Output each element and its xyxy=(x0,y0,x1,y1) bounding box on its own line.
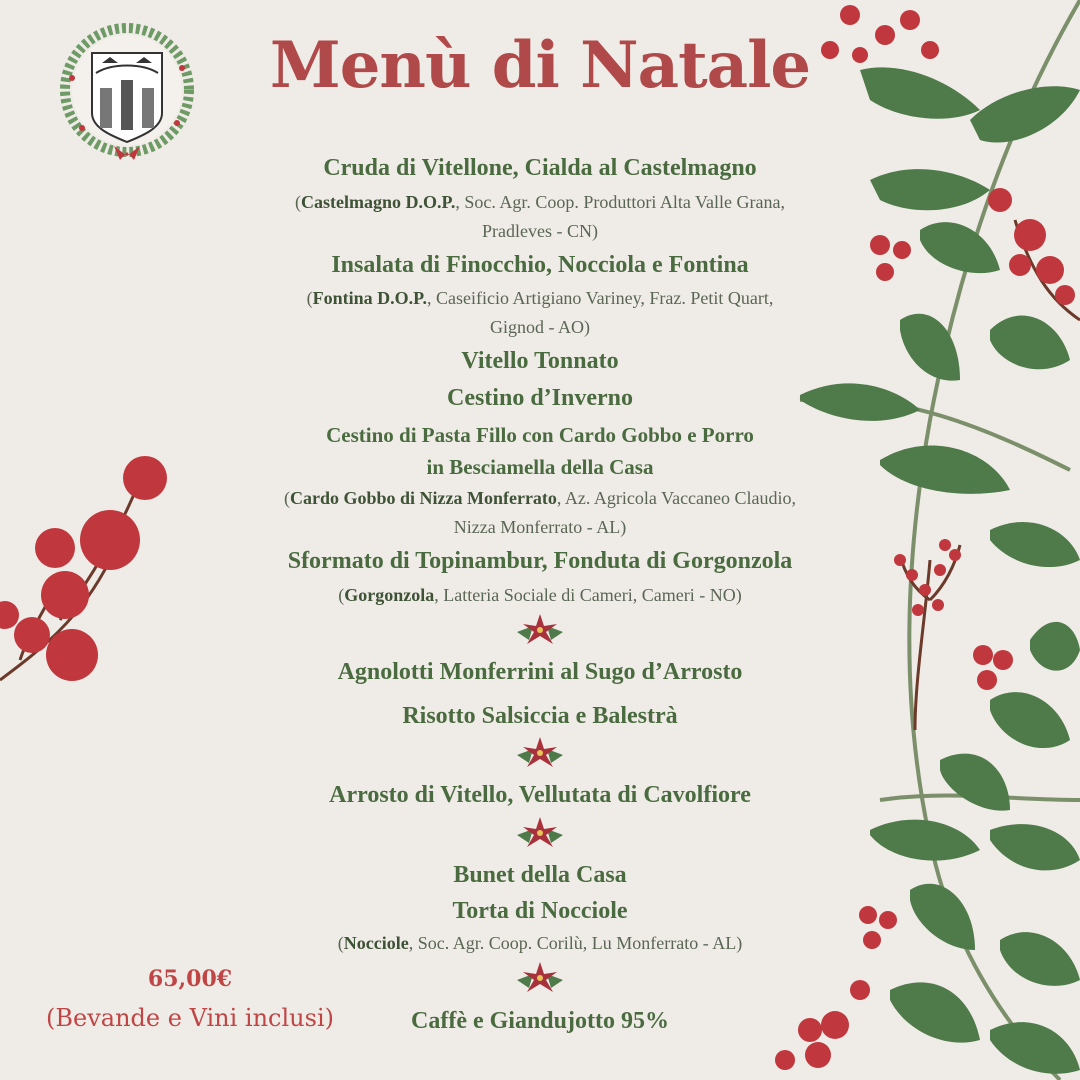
note-text: , Latteria Sociale di Cameri, Cameri - NO) xyxy=(434,585,742,605)
poinsettia-icon xyxy=(515,733,565,773)
note-bold: Gorgonzola xyxy=(344,585,435,605)
dish-agnolotti: Agnolotti Monferrini al Sugo d’Arrosto xyxy=(337,659,743,685)
note-cardo-2: Nizza Monferrato - AL) xyxy=(453,517,627,537)
dish-bunet: Bunet della Casa xyxy=(453,862,627,888)
dish-insalata: Insalata di Finocchio, Nocciola e Fontina xyxy=(331,252,749,278)
dish-cruda: Cruda di Vitellone, Cialda al Castelmagno xyxy=(323,155,757,181)
price-note: (Bevande e Vini inclusi) xyxy=(46,1004,334,1032)
note-fontina: (Fontina D.O.P., Caseificio Artigiano Variney, Fraz. Petit Quart, xyxy=(306,288,774,308)
price: 65,00€ xyxy=(147,966,233,992)
note-bold: Castelmagno D.O.P. xyxy=(301,192,456,212)
poinsettia-icon xyxy=(515,610,565,650)
note-bold: Fontina D.O.P. xyxy=(312,288,427,308)
note-bold: Cardo Gobbo di Nizza Monferrato xyxy=(289,488,557,508)
note-cardo: (Cardo Gobbo di Nizza Monferrato, Az. Agricola Vaccaneo Claudio, xyxy=(283,488,797,508)
dish-vitello-tonnato: Vitello Tonnato xyxy=(461,348,619,374)
poinsettia-icon xyxy=(515,813,565,853)
dish-torta: Torta di Nocciole xyxy=(452,898,628,924)
dish-sformato: Sformato di Topinambur, Fonduta di Gorgonzola xyxy=(287,548,793,574)
note-gorgonzola: (Gorgonzola, Latteria Sociale di Cameri, Cameri - NO) xyxy=(338,585,742,605)
dish-cestino-desc-2: in Besciamella della Casa xyxy=(426,455,654,479)
note-fontina-2: Gignod - AO) xyxy=(490,317,590,337)
note-castelmagno-2: Pradleves - CN) xyxy=(482,221,598,241)
note-text: , Soc. Agr. Coop. Corilù, Lu Monferrato - AL) xyxy=(408,933,743,953)
note-castelmagno: (Castelmagno D.O.P., Soc. Agr. Coop. Produttori Alta Valle Grana, xyxy=(295,192,785,212)
note-bold: Nocciole xyxy=(343,933,409,953)
note-nocciole: (Nocciole, Soc. Agr. Coop. Corilù, Lu Monferrato - AL) xyxy=(337,933,743,953)
note-text: , Soc. Agr. Coop. Produttori Alta Valle Grana, xyxy=(455,192,785,212)
note-text: , Az. Agricola Vaccaneo Claudio, xyxy=(556,488,797,508)
dish-cestino-desc-1: Cestino di Pasta Fillo con Cardo Gobbo e Porro xyxy=(326,423,754,447)
crest-wreath-logo xyxy=(52,18,202,168)
dish-arrosto: Arrosto di Vitello, Vellutata di Cavolfiore xyxy=(329,782,751,808)
note-text: , Caseificio Artigiano Variney, Fraz. Petit Quart, xyxy=(426,288,774,308)
dish-cestino: Cestino d’Inverno xyxy=(446,385,633,411)
poinsettia-icon xyxy=(515,958,565,998)
dish-risotto: Risotto Salsiccia e Balestrà xyxy=(402,703,678,729)
dish-caffe: Caffè e Giandujotto 95% xyxy=(411,1008,669,1034)
menu-title: Menù di Natale xyxy=(269,28,811,103)
